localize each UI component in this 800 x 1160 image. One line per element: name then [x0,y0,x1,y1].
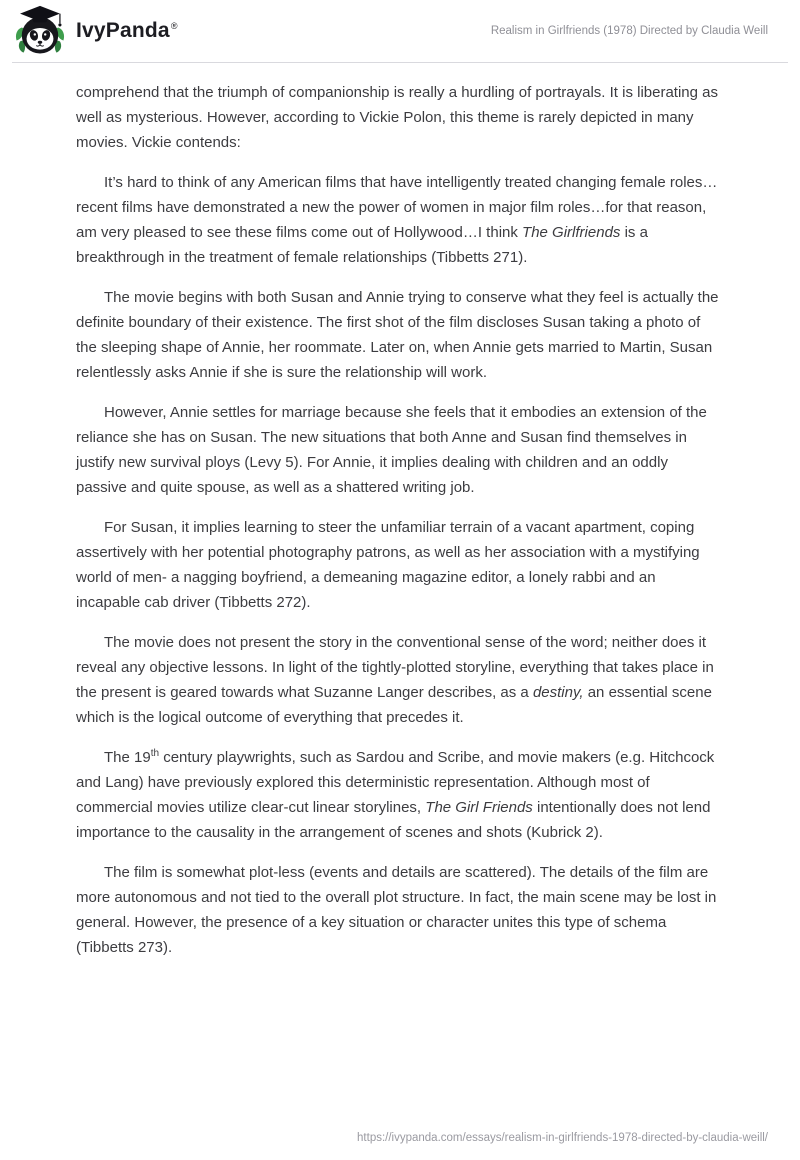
text-run: The Girl Friends [425,799,533,816]
document-title: Realism in Girlfriends (1978) Directed by Claudia Weill [490,25,768,37]
essay-paragraph [76,80,722,155]
text-run: The movie begins with both Susan and Annie trying to conserve what they feel is actually the definite boundary of their existence. The first shot of the film discloses Susan taking a photo of the sleeping shape of Annie, her roommate. Later on, when Annie gets married to Martin, Susan relentlessly asks Annie if she is sure the relationship will work. [76,289,719,381]
text-run: However, Annie settles for marriage because she feels that it embodies an extension of the reliance she has on Susan. The new situations that both Anne and Susan find themselves in justify new survival ploys (Levy 5). For Annie, it implies dealing with children and an oddly passive and quite spouse, as well as a shattered writing job. [76,404,707,496]
essay-paragraph [76,745,722,845]
text-run: th [150,748,160,759]
ivypanda-logo-link[interactable] [14,5,178,57]
essay-paragraph [76,630,722,730]
page-header [0,0,800,62]
brand-name [76,19,178,43]
text-run: destiny, [532,684,584,701]
brand-name-text: IvyPanda [76,19,170,42]
ivypanda-panda-logo-icon [14,5,66,57]
source-url-link[interactable]: https://ivypanda.com/essays/realism-in-girlfriends-1978-directed-by-claudia-weill/ [357,1132,768,1144]
text-run: century playwrights, such as Sardou and Scribe, and movie makers (e.g. Hitchcock and Lang) have previously explored this deterministic representation. Although most of commercial movies utilize clear-cut linear storylines, [76,749,715,816]
text-run: an essential scene which is the logical outcome of everything that precedes it. [76,684,712,726]
essay-paragraph [76,400,722,500]
essay-paragraph [76,285,722,385]
text-run: is a breakthrough in the treatment of female relationships (Tibbetts 271). [76,224,648,266]
text-run: It’s hard to think of any American films that have intelligently treated changing female roles…recent films have demonstrated a new the power of women in major film roles…for that reason, am very pleased to see these films come out of Hollywood…I think [76,174,718,241]
text-run: The film is somewhat plot-less (events and details are scattered). The details of the film are more autonomous and not tied to the overall plot structure. In fact, the main scene may be lost in general. However, the presence of a key situation or character unites this type of schema (Tibbetts 273). [76,864,717,956]
text-run: The movie does not present the story in the conventional sense of the word; neither does it reveal any objective lessons. In light of the tightly-plotted storyline, everything that takes place in the present is geared towards what Suzanne Langer describes, as a [76,634,714,701]
essay-body [0,63,800,960]
text-run: The 19 [104,749,151,766]
essay-paragraph [76,515,722,615]
text-run: comprehend that the triumph of companionship is really a hurdling of portrayals. It is liberating as well as mysterious. However, according to Vickie Polon, this theme is rarely depicted in many movies. Vickie contends: [76,84,719,151]
registered-trademark: ® [170,21,178,31]
text-run: intentionally does not lend importance to the causality in the arrangement of scenes and shots (Kubrick 2). [76,799,711,841]
essay-paragraph [76,860,722,960]
page-footer [357,1128,768,1146]
essay-paragraph [76,170,722,270]
text-run: For Susan, it implies learning to steer the unfamiliar terrain of a vacant apartment, coping assertively with her potential photography patrons, as well as her association with a mystifying world of men- a nagging boyfriend, a demeaning magazine editor, a lonely rabbi and an incapable cab driver (Tibbetts 272). [76,519,700,611]
text-run: The Girlfriends [522,224,621,241]
